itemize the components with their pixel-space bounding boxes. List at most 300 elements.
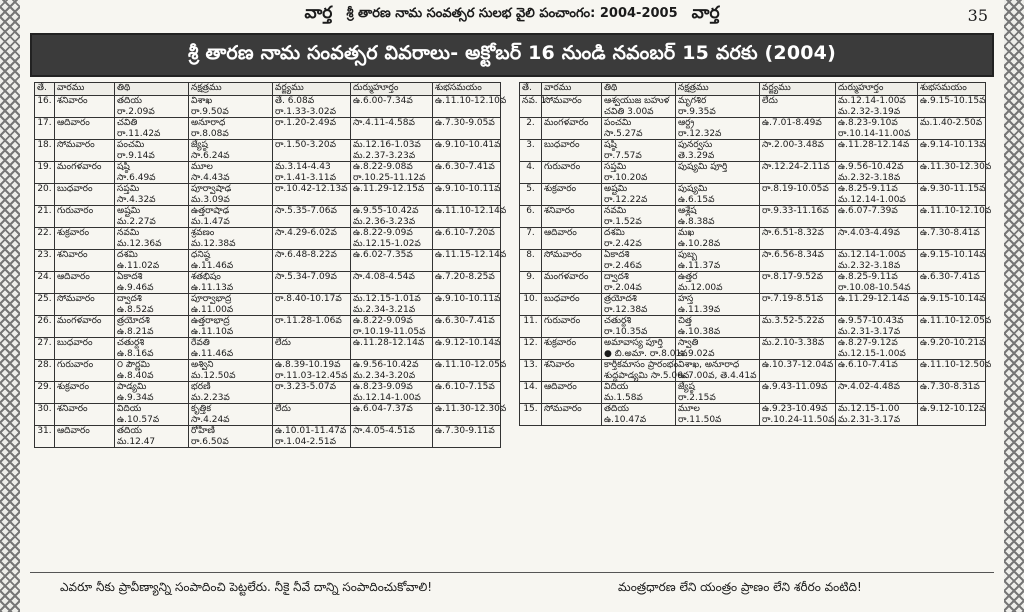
cell-line: ద్వాదశి xyxy=(117,294,142,304)
cell-line: పాడ్యమి xyxy=(117,382,147,392)
footer-quote-right: మంత్రధారణ లేని యంత్రం ప్రాణం లేని శరీరం వంటిది! xyxy=(618,579,862,594)
varjyam-cell xyxy=(273,272,351,294)
date-cell: 16. xyxy=(35,96,55,118)
cell-line: రా.11.28-1.06వ xyxy=(275,316,342,326)
shubha-samayam-cell xyxy=(433,228,501,250)
cell-line: మ.2.10-3.38వ xyxy=(762,338,825,348)
durmuhurtam-cell xyxy=(351,184,433,206)
cell-line: ఉ.8.22-9.09వ xyxy=(353,228,413,238)
weekday-cell: గురువారం xyxy=(542,316,602,338)
cell-line: ఉ.6.30-7.41వ xyxy=(435,162,495,172)
column-header-durmuhurtam: దుర్ముహూర్తం xyxy=(351,83,433,96)
cell-line: ఉ.9.02వ xyxy=(678,348,715,359)
cell-line: ఉ.11.10-12.10వ xyxy=(435,96,507,106)
cell-line: రా.10.35వ xyxy=(604,326,648,337)
durmuhurtam-cell xyxy=(351,316,433,338)
date-cell: 8. xyxy=(520,250,542,272)
table-row xyxy=(520,206,986,228)
cell-line: ఉ.11.10-12.05వ xyxy=(435,360,507,370)
cell-line: సా.4.05-4.51వ xyxy=(353,426,415,436)
cell-line: ఆర్ద్ర xyxy=(678,118,695,128)
nakshatra-cell xyxy=(676,228,760,250)
cell-line: ఉ.7.20-8.25వ xyxy=(435,272,495,282)
weekday-cell: సోమవారం xyxy=(55,140,115,162)
cell-line: ఆశ్వయుజ బహుళ xyxy=(604,96,670,106)
column-header-varjyam: వర్జ్యము xyxy=(760,83,836,96)
nakshatra-cell xyxy=(189,250,273,272)
shubha-samayam-cell xyxy=(433,250,507,272)
cell-line: కార్తీకమాసం ప్రారంభం xyxy=(604,360,679,370)
shubha-samayam-cell xyxy=(918,228,986,250)
varjyam-cell xyxy=(760,250,836,272)
cell-line: ● బి.అమా. రా.8.01వ xyxy=(604,348,688,359)
cell-line: ఉ.7.30-8.41వ xyxy=(920,228,980,238)
column-header-nakshatra: నక్షత్రము xyxy=(189,83,273,96)
tithi-cell xyxy=(602,382,676,404)
cell-line: ఉ.6.10-7.41వ xyxy=(838,360,898,370)
cell-line: రా.10.25-11.12వ xyxy=(353,172,426,183)
page-header xyxy=(30,2,994,28)
cell-line: తే. 6.08వ xyxy=(275,96,315,106)
varjyam-cell xyxy=(273,316,351,338)
cell-line: మ.12.14-1.00వ xyxy=(838,96,906,106)
shubha-samayam-cell xyxy=(918,96,986,118)
weekday-cell: గురువారం xyxy=(55,360,115,382)
nakshatra-cell xyxy=(189,206,273,228)
weekday-cell: శుక్రవారం xyxy=(55,228,115,250)
cell-line: తె.3.29వ xyxy=(678,150,715,161)
cell-line: ఉ.10.47వ xyxy=(604,414,647,425)
varjyam-cell xyxy=(760,96,836,118)
table-body xyxy=(35,96,507,448)
cell-line: ఉ.8.52వ xyxy=(117,304,154,315)
cell-line: ఉ.6.10-7.20వ xyxy=(435,228,495,238)
cell-line: లేదు xyxy=(275,338,291,348)
cell-line: ఉ.8.16వ xyxy=(117,348,154,359)
tithi-cell xyxy=(115,118,189,140)
shubha-samayam-cell xyxy=(918,316,992,338)
weekday-cell: బుధవారం xyxy=(55,184,115,206)
cell-line: స్వాతి xyxy=(678,338,699,348)
calendar-table-left xyxy=(34,82,507,448)
cell-line: ఉ.11.30-12.30వ xyxy=(920,162,992,172)
cell-line: పుష్యమి xyxy=(678,184,708,194)
varjyam-cell xyxy=(760,184,836,206)
cell-line: అష్టమి xyxy=(117,206,141,216)
cell-line: ఉ.9.43-11.09వ xyxy=(762,382,828,392)
cell-line: సా.12.24-2.11వ xyxy=(762,162,830,172)
date-cell: 27. xyxy=(35,338,55,360)
table-row xyxy=(35,118,501,140)
cell-line: ఉ.9.10-10.41వ xyxy=(435,140,501,150)
durmuhurtam-cell xyxy=(351,140,433,162)
weekday-cell: మంగళవారం xyxy=(55,162,115,184)
weekday-cell: శనివారం xyxy=(542,360,602,382)
durmuhurtam-cell xyxy=(836,338,918,360)
date-cell: 3. xyxy=(520,140,542,162)
cell-line: ఉ.9.15-10.14వ xyxy=(920,250,986,260)
cell-line: మ.3.14-4.43 xyxy=(275,162,331,172)
cell-line: అనూరాధ xyxy=(191,118,226,128)
table-row xyxy=(35,206,501,228)
nakshatra-cell xyxy=(189,162,273,184)
tithi-cell xyxy=(115,382,189,404)
cell-line: జ్యేష్ఠ xyxy=(191,140,208,150)
varjyam-cell xyxy=(273,140,351,162)
cell-line: ఉ.11.02వ xyxy=(117,260,160,271)
cell-line: ఉత్తర xyxy=(678,272,698,282)
tithi-cell xyxy=(602,338,688,360)
cell-line: రా.10.08-10.54వ xyxy=(838,282,911,293)
date-cell: 5. xyxy=(520,184,542,206)
cell-line: రా.2.04వ xyxy=(604,282,642,293)
cell-line: దశమి xyxy=(604,228,625,238)
shubha-samayam-cell xyxy=(433,118,501,140)
cell-line: ఉ.9.56-10.42వ xyxy=(353,360,419,370)
weekday-cell: శనివారం xyxy=(55,404,115,426)
cell-line: ఉ.9.10-10.11వ xyxy=(435,184,501,194)
column-header-weekday: వారము xyxy=(542,83,602,96)
durmuhurtam-cell xyxy=(836,140,918,162)
cell-line: నవమి xyxy=(604,206,627,216)
varjyam-cell xyxy=(273,228,351,250)
cell-line: మ.2.37-3.23వ xyxy=(353,150,416,161)
durmuhurtam-cell xyxy=(836,250,918,272)
table-header-row xyxy=(35,83,501,96)
nakshatra-cell xyxy=(676,140,760,162)
date-cell: 15. xyxy=(520,404,542,426)
varjyam-cell xyxy=(760,272,836,294)
cell-line: ఉ.11.29-12.14వ xyxy=(838,294,910,304)
varjyam-cell xyxy=(273,404,351,426)
cell-line: మ.12.36వ xyxy=(117,238,162,249)
durmuhurtam-cell xyxy=(351,382,433,404)
cell-line: సా.5.35-7.06వ xyxy=(275,206,337,216)
shubha-samayam-cell xyxy=(433,272,501,294)
nakshatra-cell xyxy=(676,206,760,228)
cell-line: రా.1.50-3.20వ xyxy=(275,140,337,150)
varjyam-cell xyxy=(760,338,836,360)
shubha-samayam-cell xyxy=(433,162,501,184)
nakshatra-cell xyxy=(676,294,760,316)
table-row xyxy=(35,162,501,184)
cell-line: షష్ఠి xyxy=(117,162,130,172)
page-number: 35 xyxy=(967,6,988,25)
cell-line: ఉ.9.55-10.42వ xyxy=(353,206,419,216)
cell-line: ఉ.7.00వ, తె.4.41వ xyxy=(678,370,757,381)
nakshatra-cell xyxy=(676,382,760,404)
varjyam-cell xyxy=(760,404,836,426)
cell-line: సప్తమి xyxy=(117,184,140,194)
table-row xyxy=(520,228,986,250)
cell-line: రా.9.35వ xyxy=(678,106,716,117)
tithi-cell xyxy=(602,272,676,294)
varjyam-cell xyxy=(273,382,351,404)
cell-line: మ.12.15-1.01వ xyxy=(353,294,421,304)
table-header-row xyxy=(520,83,986,96)
durmuhurtam-cell xyxy=(836,206,918,228)
date-cell: 25. xyxy=(35,294,55,316)
cell-line: ౦ పౌర్ణమి xyxy=(117,360,150,370)
tithi-cell xyxy=(602,184,676,206)
shubha-samayam-cell xyxy=(433,294,501,316)
cell-line: మ.12.15-1.00 xyxy=(838,404,900,414)
table-row xyxy=(520,360,986,382)
cell-line: ఉత్తరాభాద్ర xyxy=(191,316,230,326)
cell-line: రా.12.38వ xyxy=(604,304,648,315)
cell-line: సా.4.24వ xyxy=(191,414,230,425)
cell-line: కృత్తిక xyxy=(191,404,212,414)
cell-line: రా.10.42-12.13వ xyxy=(275,184,348,194)
durmuhurtam-cell xyxy=(351,294,433,316)
varjyam-cell xyxy=(273,184,351,206)
cell-line: రా.11.42వ xyxy=(117,128,161,139)
cell-line: పూర్వాభాద్ర xyxy=(191,294,232,304)
durmuhurtam-cell xyxy=(351,272,433,294)
cell-line: మ.2.31-3.17వ xyxy=(838,326,901,337)
table-row xyxy=(520,382,986,404)
cell-line: ఉ.9.20-10.21వ xyxy=(920,338,986,348)
cell-line: రా.8.08వ xyxy=(191,128,229,139)
date-cell: 24. xyxy=(35,272,55,294)
durmuhurtam-cell xyxy=(836,404,918,426)
cell-line: సా.2.00-3.48వ xyxy=(762,140,824,150)
varjyam-cell xyxy=(760,294,836,316)
nakshatra-cell xyxy=(676,272,760,294)
cell-line: తదియ xyxy=(604,404,629,414)
tithi-cell xyxy=(115,272,189,294)
calendar-table-right xyxy=(519,82,992,426)
cell-line: రా.7.19-8.51వ xyxy=(762,294,824,304)
cell-line: ఉ.9.15-10.14వ xyxy=(920,294,986,304)
cell-line: ఉ.8.23-9.10వ xyxy=(838,118,898,128)
nakshatra-cell xyxy=(189,96,273,118)
shubha-samayam-cell xyxy=(918,338,986,360)
cell-line: రా.8.40-10.17వ xyxy=(275,294,342,304)
weekday-cell: శుక్రవారం xyxy=(542,184,602,206)
cell-line: ఉ.6.15వ xyxy=(678,194,715,205)
cell-line: ఉ.9.14-10.13వ xyxy=(920,140,986,150)
tithi-cell xyxy=(115,316,189,338)
cell-line: మ.12.16-1.03వ xyxy=(353,140,421,150)
varjyam-cell xyxy=(273,162,351,184)
durmuhurtam-cell xyxy=(351,426,433,448)
table-row xyxy=(35,404,501,426)
nakshatra-cell xyxy=(189,426,273,448)
cell-line: మ.12.00వ xyxy=(678,282,723,293)
cell-line: ఉ.6.07-7.39వ xyxy=(838,206,898,216)
nakshatra-cell xyxy=(189,316,273,338)
cell-line: నవమి xyxy=(117,228,140,238)
table-row xyxy=(520,404,986,426)
cell-line: ఉ.6.10-7.15వ xyxy=(435,382,495,392)
cell-line: త్రయోదశి xyxy=(117,316,150,326)
cell-line: ధనిష్ఠ xyxy=(191,250,211,260)
date-cell: 13. xyxy=(520,360,542,382)
durmuhurtam-cell xyxy=(836,294,918,316)
tithi-cell xyxy=(602,404,676,426)
cell-line: మ.12.50వ xyxy=(191,370,236,381)
durmuhurtam-cell xyxy=(836,184,918,206)
date-cell: 22. xyxy=(35,228,55,250)
date-cell: 29. xyxy=(35,382,55,404)
cell-line: చవితి 3.00వ xyxy=(604,106,654,117)
durmuhurtam-cell xyxy=(836,96,918,118)
shubha-samayam-cell xyxy=(918,272,986,294)
cell-line: రా.2.15వ xyxy=(678,392,716,403)
cell-line: తదియ xyxy=(117,426,142,436)
cell-line: ఉ.8.23-9.09వ xyxy=(353,382,413,392)
durmuhurtam-cell xyxy=(836,272,918,294)
cell-line: ఉ.11.37వ xyxy=(678,260,721,271)
cell-line: శ్రవణం xyxy=(191,228,215,238)
cell-line: మ.2.31-3.17వ xyxy=(838,414,901,425)
shubha-samayam-cell xyxy=(433,404,507,426)
cell-line: ఉ.9.10-10.11వ xyxy=(435,294,501,304)
cell-line: ద్వాదశి xyxy=(604,272,629,282)
cell-line: పూర్వాషాఢ xyxy=(191,184,232,194)
table-row xyxy=(520,316,986,338)
cell-line: రా.10.20వ xyxy=(604,172,648,183)
cell-line: సా.4.32వ xyxy=(117,194,156,205)
tithi-cell xyxy=(602,228,676,250)
cell-line: ఉ.11.13వ xyxy=(191,282,234,293)
weekday-cell: బుధవారం xyxy=(542,294,602,316)
nakshatra-cell xyxy=(676,250,760,272)
durmuhurtam-cell xyxy=(351,96,433,118)
date-cell: 11. xyxy=(520,316,542,338)
date-cell: 10. xyxy=(520,294,542,316)
shubha-samayam-cell xyxy=(433,382,501,404)
shubha-samayam-cell xyxy=(433,140,501,162)
cell-line: ఉ.8.25-9.11వ xyxy=(838,272,898,282)
table-row xyxy=(520,162,986,184)
durmuhurtam-cell xyxy=(836,162,918,184)
cell-line: ఉ.8.21వ xyxy=(117,326,154,337)
cell-line: ఉ.9.34వ xyxy=(117,392,154,403)
table-row xyxy=(35,96,501,118)
varjyam-cell xyxy=(760,228,836,250)
cell-line: రా.2.09వ xyxy=(117,106,155,117)
banner-title: శ్రీ తారణ నామ సంవత్సర వివరాలు- అక్టోబర్ 16 నుండి నవంబర్ 15 వరకు (2004) xyxy=(30,33,994,77)
cell-line: ఉ.9.12-10.14వ xyxy=(435,338,501,348)
cell-line: ఉ.11.30-12.30వ xyxy=(435,404,507,414)
varjyam-cell xyxy=(760,316,836,338)
varjyam-cell xyxy=(273,96,351,118)
weekday-cell: ఆదివారం xyxy=(55,426,115,448)
column-header-shubha-samayam: శుభసమయం xyxy=(433,83,501,96)
shubha-samayam-cell xyxy=(918,360,992,382)
nakshatra-cell xyxy=(189,118,273,140)
cell-line: సా.4.08-4.54వ xyxy=(353,272,415,282)
tithi-cell xyxy=(115,250,189,272)
varjyam-cell xyxy=(760,118,836,140)
weekday-cell: గురువారం xyxy=(542,162,602,184)
durmuhurtam-cell xyxy=(351,118,433,140)
durmuhurtam-cell xyxy=(351,228,433,250)
cell-line: రోహిణి xyxy=(191,426,215,436)
cell-line: ఉ.9.46వ xyxy=(117,282,154,293)
cell-line: పంచమి xyxy=(604,118,632,128)
column-header-durmuhurtam: దుర్ముహూర్తం xyxy=(836,83,918,96)
table-row xyxy=(520,338,986,360)
cell-line: ఉ.7.30-8.31వ xyxy=(920,382,980,392)
cell-line: మ.3.09వ xyxy=(191,194,230,205)
nakshatra-cell xyxy=(676,316,760,338)
cell-line: ఏకాదశి xyxy=(604,250,630,260)
durmuhurtam-cell xyxy=(351,206,433,228)
durmuhurtam-cell xyxy=(836,316,918,338)
shubha-samayam-cell xyxy=(433,316,501,338)
cell-line: రా.12.32వ xyxy=(678,128,722,139)
cell-line: ఉ.11.28-12.14వ xyxy=(353,338,425,348)
durmuhurtam-cell xyxy=(351,360,433,382)
table-row xyxy=(35,294,501,316)
tithi-cell xyxy=(602,250,676,272)
cell-line: రా.10.14-11.00వ xyxy=(838,128,911,139)
cell-line: పుబ్బ xyxy=(678,250,698,260)
cell-line: ఉ.6.00-7.34వ xyxy=(353,96,413,106)
shubha-samayam-cell xyxy=(433,426,501,448)
shubha-samayam-cell xyxy=(433,360,507,382)
weekday-cell: సోమవారం xyxy=(55,294,115,316)
weekday-cell: ఆదివారం xyxy=(55,118,115,140)
tithi-cell xyxy=(115,162,189,184)
cell-line: ఉ.6.04-7.37వ xyxy=(353,404,413,414)
nakshatra-cell xyxy=(676,118,760,140)
durmuhurtam-cell xyxy=(836,382,918,404)
cell-line: ఉ.8.27-9.12వ xyxy=(838,338,898,348)
cell-line: రా.8.19-10.05వ xyxy=(762,184,829,194)
date-cell: 12. xyxy=(520,338,542,360)
varjyam-cell xyxy=(760,206,836,228)
varjyam-cell xyxy=(273,360,351,382)
shubha-samayam-cell xyxy=(918,250,986,272)
tithi-cell xyxy=(115,206,189,228)
table-row xyxy=(35,228,501,250)
durmuhurtam-cell xyxy=(836,228,918,250)
cell-line: ఉ.6.30-7.41వ xyxy=(435,316,495,326)
nakshatra-cell xyxy=(676,96,760,118)
shubha-samayam-cell xyxy=(918,140,986,162)
footer-divider xyxy=(30,572,994,573)
date-cell: 14. xyxy=(520,382,542,404)
decorative-border-left xyxy=(0,0,20,612)
varjyam-cell xyxy=(273,118,351,140)
cell-line: రా.6.50వ xyxy=(191,436,229,447)
shubha-samayam-cell xyxy=(433,338,501,360)
cell-line: చతుర్దశి xyxy=(604,316,632,326)
durmuhurtam-cell xyxy=(836,360,918,382)
cell-line: మ.2.34-3.21వ xyxy=(353,304,416,315)
tithi-cell xyxy=(115,294,189,316)
nakshatra-cell xyxy=(676,360,760,382)
nakshatra-cell xyxy=(189,338,273,360)
weekday-cell: ఆదివారం xyxy=(542,382,602,404)
cell-line: ఉ.11.15-12.14వ xyxy=(435,250,507,260)
weekday-cell: సోమవారం xyxy=(542,404,602,426)
cell-line: విశాఖ xyxy=(191,96,213,106)
cell-line: మూల xyxy=(191,162,213,172)
table-row xyxy=(35,382,501,404)
weekday-cell: మంగళవారం xyxy=(542,272,602,294)
cell-line: మ.2.36-3.23వ xyxy=(353,216,416,227)
weekday-cell: ఆదివారం xyxy=(542,228,602,250)
column-header-tithi: తిథి xyxy=(602,83,676,96)
date-cell: 19. xyxy=(35,162,55,184)
cell-line: భరణి xyxy=(191,382,211,392)
table-row xyxy=(520,96,986,118)
